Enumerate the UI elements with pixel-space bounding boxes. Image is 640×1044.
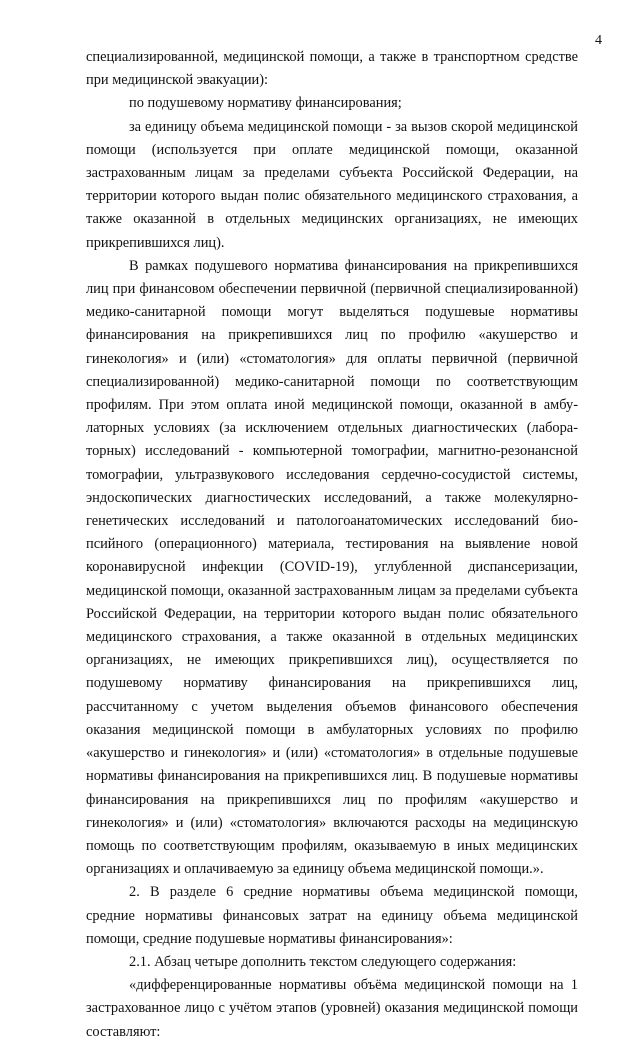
paragraph-5: 2. В разделе 6 средние нормативы объема медицинской помощи, средние нормативы финансовых затрат на единицу объема медицинской помощи, средние подушевые нормативы финансирования»: xyxy=(86,884,578,947)
paragraph-4: В рамках подушевого норматива финансирования на прикрепившихся лиц при финансовом обеспечении первичной (первичной специализированной) медико-санитарной помощи могут выделяться подушевые нормативы финансирования на прикрепившихся лиц по профилю «акушерство и гинекология» и (или) «стоматология» для оплаты первичной (первичной специализированной) медико-санитарной помощи по соответствующим профилям. При этом оплата иной медицинской помощи, оказанной в амбулаторных условиях (за исключением отдельных диагностических (лабораторных) исследований - компьютерной томографии, магнитно-резонансной томографии, ультразвукового исследования сердечно-сосудистой системы, эндоскопических диагностических исследований, а также молекулярно-генетических исследований и патологоанатомических исследований биопсийного (операционного) материала, тестирования на выявление новой коронавирусной инфекции (COVID-19), углубленной диспансеризации, медицинской помощи, оказанной застрахованным лицам за пределами субъекта Российской Федерации, на территории которого выдан полис обязательного медицинского страхования, а также оказанной в отдельных медицинских организациях, не имеющих прикрепившихся лиц), осуществляется по подушевому нормативу финансирования на прикрепившихся лиц, рассчитанному с учетом выделения объемов финансового обеспечения оказания медицинской помощи в амбулаторных условиях по профилю «акушерство и гинекология» и (или) «стоматология» в отдельные подушевые нормативы финансирования на прикрепившихся лиц. В подушевые нормативы финансирования на прикрепившихся лиц по профилям «акушерство и гинекология» и (или) «стоматология» включаются расходы на медицинскую помощь по соответствующим профилям, оказываемую в иных медицинских организациях и оплачиваемую за единицу объема медицинской помощи.». xyxy=(86,257,578,878)
body-text xyxy=(86,46,578,1044)
paragraph-1: специализированной, медицинской помощи, а также в транспортном средстве при медицинской эвакуации): xyxy=(86,49,578,89)
paragraph-6: 2.1. Абзац четыре дополнить текстом следующего содержания: xyxy=(129,953,517,970)
paragraph-7: «дифференцированные нормативы объёма медицинской помощи на 1 застрахованное лицо с учётом этапов (уровней) оказания медицинской помощи составляют: xyxy=(86,977,578,1040)
paragraph-2: по подушевому нормативу финансирования; xyxy=(129,95,402,112)
page-number: 4 xyxy=(595,33,602,48)
paragraph-3: за единицу объема медицинской помощи - за вызов скорой медицинской помощи (используется при оплате медицинской помощи, оказанной застрахованным лицам за пределами субъекта Российской Федерации, на территории которого выдан полис обязательного медицинского страхования, а также оказанной в отдельных медицинских организациях, не имеющих прикрепившихся лиц). xyxy=(86,118,578,251)
